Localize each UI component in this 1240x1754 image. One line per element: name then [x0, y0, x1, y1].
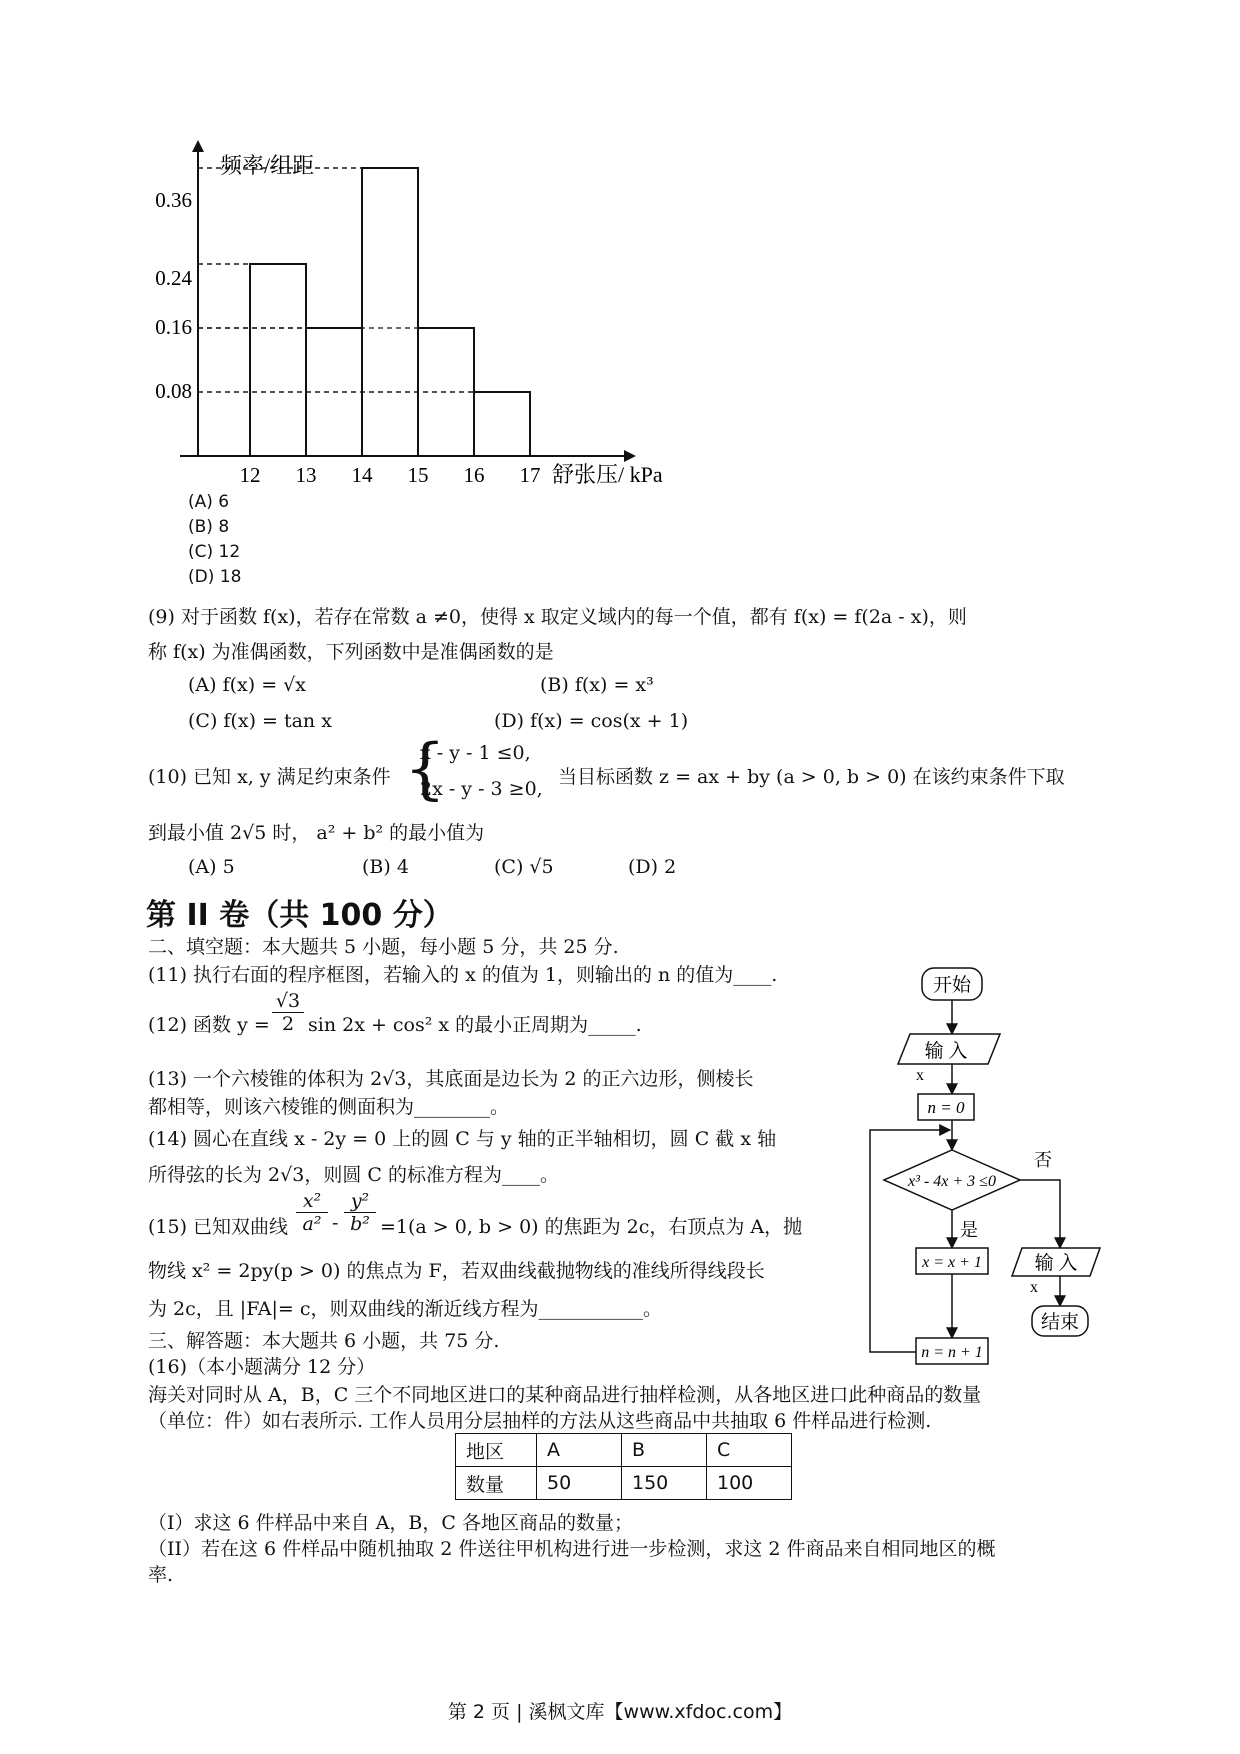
q9-line1: (9) 对于函数 f(x)，若存在常数 a ≠0，使得 x 取定义域内的每一个值，都有 f(x) = f(2a - x)，则 — [148, 606, 967, 628]
q10-constraint-brace: { — [404, 730, 446, 807]
program-flowchart — [850, 958, 1130, 1378]
x-tick-15: 15 — [407, 463, 429, 487]
q8-option-c: (C) 12 — [188, 542, 241, 562]
table-row — [456, 1434, 792, 1467]
page-footer: 第 2 页 | 溪枫文库【www.xfdoc.com】 — [447, 1701, 793, 1723]
table-cell: 100 — [707, 1467, 792, 1500]
x-tick-14: 14 — [351, 463, 373, 487]
table-cell: 150 — [622, 1467, 707, 1500]
x-axis-arrow — [624, 450, 636, 462]
q10-line2: 到最小值 2√5 时， a² + b² 的最小值为 — [148, 822, 485, 844]
table-cell: C — [707, 1434, 792, 1467]
y-tick-016: 0.16 — [155, 315, 192, 339]
q9-option-c: (C) f(x) = tan x — [188, 710, 332, 732]
y-tick-024: 0.24 — [155, 266, 192, 290]
q15-fraction-x-den: a² — [302, 1213, 322, 1235]
table-row — [456, 1467, 792, 1500]
q9-option-a: (A) f(x) = √x — [188, 674, 306, 696]
q14-line1: (14) 圆心在直线 x - 2y = 0 上的圆 C 与 y 轴的正半轴相切，圆 C 截 x 轴 — [148, 1128, 777, 1150]
y-tick-008: 0.08 — [155, 379, 192, 403]
q15-prefix: (15) 已知双曲线 — [148, 1216, 289, 1238]
q9-option-b: (B) f(x) = x³ — [540, 674, 654, 696]
q14-line2: 所得弦的长为 2√3，则圆 C 的标准方程为____。 — [148, 1164, 559, 1186]
q16-header: (16)（本小题满分 12 分） — [148, 1356, 376, 1378]
q10-option-c: (C) √5 — [494, 856, 554, 878]
q15-fraction-x-num: x² — [296, 1190, 328, 1213]
histogram-bar — [250, 264, 306, 456]
q15-line3: 为 2c，且 |FA|= c，则双曲线的渐近线方程为___________。 — [148, 1298, 662, 1320]
q8-option-b: (B) 8 — [188, 517, 230, 537]
flow-step1-label: x = x + 1 — [922, 1254, 982, 1271]
q8-option-a: (A) 6 — [188, 492, 230, 512]
flow-end-label: 结束 — [1040, 1312, 1080, 1333]
flow-start-label: 开始 — [932, 975, 972, 996]
q10-option-d: (D) 2 — [628, 856, 677, 878]
q12-fraction-num: √3 — [272, 990, 304, 1013]
frequency-histogram — [140, 140, 700, 490]
q15-fraction-y-den: b² — [350, 1213, 370, 1235]
flow-condition-label: x³ - 4x + 3 ≤0 — [908, 1173, 996, 1190]
q13-line2: 都相等，则该六棱锥的侧面积为________。 — [148, 1096, 510, 1118]
q16-line1: 海关对同时从 A，B，C 三个不同地区进口的某种商品进行抽样检测，从各地区进口此种商品的数量 — [148, 1384, 982, 1406]
flow-input-label: 输 入 — [924, 1041, 968, 1062]
table-cell: 50 — [537, 1467, 622, 1500]
y-tick-036: 0.36 — [155, 188, 192, 212]
q15-suffix: =1(a > 0, b > 0) 的焦距为 2c，右顶点为 A，抛 — [380, 1216, 803, 1238]
x-tick-13: 13 — [295, 463, 317, 487]
q15-minus: - — [332, 1212, 339, 1234]
fill-blank-intro: 二、填空题：本大题共 5 小题，每小题 5 分，共 25 分. — [148, 936, 619, 958]
table-cell: B — [622, 1434, 707, 1467]
q9-option-d: (D) f(x) = cos(x + 1) — [494, 710, 689, 732]
x-axis-label: 舒张压/ kPa — [552, 462, 663, 487]
q9-line2: 称 f(x) 为准偶函数，下列函数中是准偶函数的是 — [148, 641, 554, 663]
q15-fraction-x — [296, 1190, 328, 1235]
q10-constraint-2: 2x - y - 3 ≥0, — [420, 778, 543, 800]
q12-fraction — [272, 990, 304, 1035]
q10-constraint-1: x - y - 1 ≤0, — [420, 742, 531, 764]
section2-header: 第 II 卷（共 100 分） — [146, 898, 453, 933]
q10-prefix: (10) 已知 x, y 满足约束条件 — [148, 766, 391, 788]
y-axis-label: 频率/组距 — [220, 153, 315, 178]
q12-fraction-den: 2 — [281, 1013, 295, 1035]
q15-line2: 物线 x² = 2py(p > 0) 的焦点为 F，若双曲线截抛物线的准线所得线段长 — [148, 1260, 765, 1282]
flow-input-var: x — [916, 1067, 924, 1084]
solve-intro: 三、解答题：本大题共 6 小题，共 75 分. — [148, 1330, 500, 1352]
q16-line2: （单位：件）如右表所示. 工作人员用分层抽样的方法从这些商品中共抽取 6 件样品进行检测. — [148, 1410, 932, 1432]
q15-fraction-y — [344, 1190, 376, 1235]
q16-part2: （II）若在这 6 件样品中随机抽取 2 件送往甲机构进行进一步检测，求这 2 件商品来自相同地区的概 — [148, 1538, 996, 1560]
x-tick-17: 17 — [519, 463, 541, 487]
q10-option-b: (B) 4 — [362, 856, 409, 878]
q16-part2-end: 率. — [148, 1564, 174, 1586]
q15-fraction-y-num: y² — [344, 1190, 376, 1213]
q10-option-a: (A) 5 — [188, 856, 235, 878]
flow-init-label: n = 0 — [927, 1098, 965, 1117]
y-axis-arrow — [192, 140, 204, 152]
q11-text: (11) 执行右面的程序框图，若输入的 x 的值为 1，则输出的 n 的值为____. — [148, 964, 778, 986]
flow-no-label: 否 — [1034, 1150, 1052, 1170]
flow-yes-label: 是 — [960, 1220, 978, 1240]
q10-suffix: 当目标函数 z = ax + by (a > 0, b > 0) 在该约束条件下取 — [558, 766, 1065, 788]
q12-suffix: sin 2x + cos² x 的最小正周期为_____. — [308, 1014, 642, 1036]
x-tick-12: 12 — [239, 463, 261, 487]
flow-output-label: 输 入 — [1034, 1253, 1078, 1274]
table-cell: 地区 — [456, 1434, 537, 1467]
table-cell: A — [537, 1434, 622, 1467]
q13-line1: (13) 一个六棱锥的体积为 2√3，其底面是边长为 2 的正六边形，侧棱长 — [148, 1068, 754, 1090]
histogram-bar — [362, 168, 418, 456]
region-quantity-table — [455, 1433, 792, 1500]
histogram-bar — [474, 392, 530, 456]
flow-output-var: x — [1030, 1279, 1038, 1296]
table-cell: 数量 — [456, 1467, 537, 1500]
q16-part1: （Ⅰ）求这 6 件样品中来自 A，B，C 各地区商品的数量； — [148, 1512, 633, 1534]
q12-prefix: (12) 函数 y = — [148, 1014, 270, 1036]
q8-option-d: (D) 18 — [188, 567, 242, 587]
x-tick-16: 16 — [463, 463, 485, 487]
flow-step2-label: n = n + 1 — [921, 1344, 983, 1361]
